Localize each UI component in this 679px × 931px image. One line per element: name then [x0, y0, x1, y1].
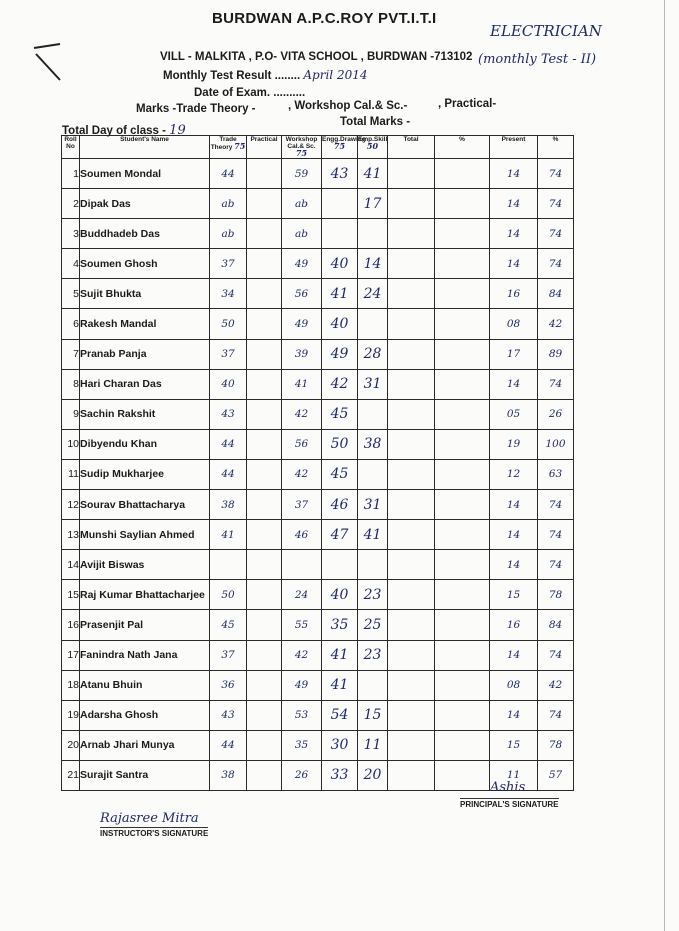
workshop-mark: 53	[282, 700, 322, 730]
practical-mark	[247, 159, 282, 189]
present-days: 05	[490, 399, 538, 429]
student-name: Hari Charan Das	[80, 369, 210, 399]
trade-theory-mark: 50	[210, 309, 247, 339]
engg-drawing-mark: 33	[322, 760, 358, 790]
attendance-percent: 74	[538, 490, 574, 520]
emp-skill-max: 50	[366, 141, 379, 151]
present-days: 14	[490, 550, 538, 580]
present-days: 17	[490, 339, 538, 369]
attendance-percent: 100	[538, 429, 574, 459]
present-days: 14	[490, 159, 538, 189]
total-mark	[388, 760, 435, 790]
trade-theory-mark: 44	[210, 159, 247, 189]
total-mark	[388, 730, 435, 760]
student-name: Sourav Bhattacharya	[80, 490, 210, 520]
marks-line-workshop: , Workshop Cal.& Sc.-	[288, 100, 408, 112]
percent-mark	[435, 369, 490, 399]
student-name: Adarsha Ghosh	[80, 700, 210, 730]
practical-mark	[247, 399, 282, 429]
percent-mark	[435, 429, 490, 459]
engg-drawing-mark: 35	[322, 610, 358, 640]
emp-skill-mark: 23	[358, 580, 388, 610]
practical-mark	[247, 490, 282, 520]
workshop-mark: 41	[282, 369, 322, 399]
trade-theory-mark: 41	[210, 520, 247, 550]
emp-skill-mark: 14	[358, 249, 388, 279]
student-name: Dipak Das	[80, 189, 210, 219]
roll-number: 21	[62, 760, 80, 790]
percent-mark	[435, 490, 490, 520]
workshop-mark: 49	[282, 670, 322, 700]
table-row	[62, 610, 574, 640]
present-days: 15	[490, 730, 538, 760]
total-mark	[388, 580, 435, 610]
workshop-mark: 56	[282, 429, 322, 459]
col-present: Present	[490, 136, 538, 159]
attendance-percent: 63	[538, 459, 574, 489]
practical-mark	[247, 339, 282, 369]
col-present-percent: %	[538, 136, 574, 159]
table-row	[62, 520, 574, 550]
roll-number: 9	[62, 399, 80, 429]
workshop-mark: 42	[282, 640, 322, 670]
roll-number: 2	[62, 189, 80, 219]
present-days: 16	[490, 279, 538, 309]
table-row	[62, 189, 574, 219]
practical-mark	[247, 760, 282, 790]
attendance-percent: 78	[538, 580, 574, 610]
col-engg-drawing: Engg.Drawing 75	[322, 136, 358, 159]
percent-mark	[435, 459, 490, 489]
emp-skill-mark: 31	[358, 369, 388, 399]
total-mark	[388, 249, 435, 279]
trade-theory-mark: 44	[210, 429, 247, 459]
workshop-mark: ab	[282, 189, 322, 219]
total-mark	[388, 369, 435, 399]
emp-skill-mark	[358, 670, 388, 700]
attendance-percent: 42	[538, 670, 574, 700]
trade-theory-mark: 37	[210, 640, 247, 670]
roll-number: 5	[62, 279, 80, 309]
percent-mark	[435, 399, 490, 429]
student-name: Arnab Jhari Munya	[80, 730, 210, 760]
present-days: 14	[490, 369, 538, 399]
workshop-mark: 56	[282, 279, 322, 309]
trade-theory-mark: 40	[210, 369, 247, 399]
monthly-result-value: April 2014	[303, 68, 368, 82]
table-row	[62, 339, 574, 369]
trade-theory-mark: ab	[210, 189, 247, 219]
workshop-mark: 55	[282, 610, 322, 640]
student-name: Rakesh Mandal	[80, 309, 210, 339]
instructor-signature: Rajasree Mitra	[100, 811, 199, 826]
present-days: 14	[490, 490, 538, 520]
practical-mark	[247, 369, 282, 399]
trade-theory-mark: 44	[210, 459, 247, 489]
trade-theory-mark: 34	[210, 279, 247, 309]
marks-table	[61, 135, 574, 791]
practical-mark	[247, 429, 282, 459]
col-trade-theory: Trade Theory 75	[210, 136, 247, 159]
present-days: 14	[490, 249, 538, 279]
roll-number: 14	[62, 550, 80, 580]
roll-number: 16	[62, 610, 80, 640]
total-marks-label: Total Marks -	[340, 116, 411, 128]
trade-theory-max: 75	[234, 141, 246, 151]
table-row	[62, 730, 574, 760]
col-percent: %	[435, 136, 490, 159]
roll-number: 20	[62, 730, 80, 760]
practical-mark	[247, 670, 282, 700]
trade-name: ELECTRICIAN	[490, 22, 602, 40]
student-name: Fanindra Nath Jana	[80, 640, 210, 670]
attendance-percent: 74	[538, 520, 574, 550]
col-total: Total	[388, 136, 435, 159]
table-row	[62, 550, 574, 580]
emp-skill-mark: 31	[358, 490, 388, 520]
total-mark	[388, 339, 435, 369]
workshop-mark: 46	[282, 520, 322, 550]
attendance-percent: 74	[538, 700, 574, 730]
table-row	[62, 459, 574, 489]
student-name: Surajit Santra	[80, 760, 210, 790]
practical-mark	[247, 700, 282, 730]
roll-number: 4	[62, 249, 80, 279]
attendance-percent: 74	[538, 249, 574, 279]
present-days: 08	[490, 670, 538, 700]
present-days: 08	[490, 309, 538, 339]
trade-theory-mark: ab	[210, 219, 247, 249]
student-name: Avijit Biswas	[80, 550, 210, 580]
workshop-mark	[282, 550, 322, 580]
workshop-mark: 42	[282, 399, 322, 429]
engg-drawing-mark: 49	[322, 339, 358, 369]
practical-mark	[247, 730, 282, 760]
table-row	[62, 309, 574, 339]
trade-theory-mark: 44	[210, 730, 247, 760]
total-mark	[388, 159, 435, 189]
total-days-label: Total Day of class -	[62, 125, 166, 137]
total-mark	[388, 610, 435, 640]
attendance-percent: 74	[538, 189, 574, 219]
trade-theory-mark: 43	[210, 399, 247, 429]
principal-signature: Ashis	[490, 780, 526, 795]
engg-drawing-mark: 40	[322, 309, 358, 339]
practical-mark	[247, 580, 282, 610]
attendance-percent: 84	[538, 610, 574, 640]
col-roll: Roll No	[62, 136, 80, 159]
workshop-mark: 35	[282, 730, 322, 760]
exam-date-line	[194, 87, 305, 99]
marks-line-theory: Marks -Trade Theory -	[136, 103, 256, 115]
present-days: 11	[490, 760, 538, 790]
emp-skill-mark	[358, 399, 388, 429]
percent-mark	[435, 730, 490, 760]
attendance-percent: 42	[538, 309, 574, 339]
percent-mark	[435, 309, 490, 339]
present-days: 14	[490, 219, 538, 249]
total-mark	[388, 640, 435, 670]
emp-skill-mark: 28	[358, 339, 388, 369]
total-days-value: 19	[169, 123, 186, 138]
student-name: Prasenjit Pal	[80, 610, 210, 640]
percent-mark	[435, 520, 490, 550]
engg-drawing-mark: 45	[322, 399, 358, 429]
engg-drawing-mark	[322, 189, 358, 219]
present-days: 14	[490, 520, 538, 550]
table-row	[62, 159, 574, 189]
workshop-mark: 39	[282, 339, 322, 369]
total-mark	[388, 670, 435, 700]
emp-skill-mark	[358, 459, 388, 489]
practical-mark	[247, 459, 282, 489]
institute-title: BURDWAN A.P.C.ROY PVT.I.T.I	[212, 10, 437, 27]
emp-skill-mark: 24	[358, 279, 388, 309]
student-name: Sujit Bhukta	[80, 279, 210, 309]
page-edge	[664, 0, 665, 931]
engg-drawing-mark: 30	[322, 730, 358, 760]
table-row	[62, 429, 574, 459]
total-mark	[388, 490, 435, 520]
emp-skill-mark: 15	[358, 700, 388, 730]
practical-mark	[247, 219, 282, 249]
present-days: 16	[490, 610, 538, 640]
test-name: (monthly Test - II)	[478, 52, 597, 67]
workshop-mark: 49	[282, 249, 322, 279]
student-name: Atanu Bhuin	[80, 670, 210, 700]
trade-theory-mark: 50	[210, 580, 247, 610]
table-row	[62, 369, 574, 399]
engg-drawing-mark: 50	[322, 429, 358, 459]
emp-skill-mark: 25	[358, 610, 388, 640]
student-name: Soumen Mondal	[80, 159, 210, 189]
engg-drawing-mark	[322, 219, 358, 249]
workshop-mark: 42	[282, 459, 322, 489]
engg-drawing-mark: 41	[322, 640, 358, 670]
emp-skill-mark: 23	[358, 640, 388, 670]
attendance-percent: 74	[538, 550, 574, 580]
table-body	[62, 159, 574, 791]
workshop-mark: 26	[282, 760, 322, 790]
emp-skill-mark: 41	[358, 520, 388, 550]
percent-mark	[435, 159, 490, 189]
engg-drawing-mark	[322, 550, 358, 580]
present-days: 19	[490, 429, 538, 459]
emp-skill-mark	[358, 309, 388, 339]
marks-line-practical: , Practical-	[438, 98, 497, 110]
roll-number: 10	[62, 429, 80, 459]
percent-mark	[435, 219, 490, 249]
practical-mark	[247, 610, 282, 640]
emp-skill-mark	[358, 550, 388, 580]
trade-theory-mark: 36	[210, 670, 247, 700]
engg-drawing-mark: 42	[322, 369, 358, 399]
trade-theory-mark: 37	[210, 249, 247, 279]
roll-number: 17	[62, 640, 80, 670]
present-days: 14	[490, 700, 538, 730]
total-mark	[388, 429, 435, 459]
present-days: 12	[490, 459, 538, 489]
engg-drawing-mark: 54	[322, 700, 358, 730]
engg-drawing-mark: 47	[322, 520, 358, 550]
total-mark	[388, 189, 435, 219]
engg-drawing-mark: 40	[322, 249, 358, 279]
emp-skill-mark: 38	[358, 429, 388, 459]
roll-number: 15	[62, 580, 80, 610]
emp-skill-mark	[358, 219, 388, 249]
roll-number: 7	[62, 339, 80, 369]
percent-mark	[435, 189, 490, 219]
total-mark	[388, 219, 435, 249]
monthly-result-label: Monthly Test Result ........	[163, 70, 301, 82]
percent-mark	[435, 249, 490, 279]
col-practical: Practical	[247, 136, 282, 159]
trade-theory-mark: 45	[210, 610, 247, 640]
present-days: 14	[490, 640, 538, 670]
present-days: 15	[490, 580, 538, 610]
workshop-max: 75	[295, 148, 308, 158]
practical-mark	[247, 520, 282, 550]
emp-skill-mark: 17	[358, 189, 388, 219]
table-row	[62, 700, 574, 730]
roll-number: 11	[62, 459, 80, 489]
engg-drawing-mark: 41	[322, 279, 358, 309]
attendance-percent: 74	[538, 640, 574, 670]
student-name: Buddhadeb Das	[80, 219, 210, 249]
attendance-percent: 57	[538, 760, 574, 790]
emp-skill-mark: 20	[358, 760, 388, 790]
engg-drawing-mark: 43	[322, 159, 358, 189]
workshop-mark: 24	[282, 580, 322, 610]
engg-drawing-mark: 40	[322, 580, 358, 610]
institute-address: VILL - MALKITA , P.O- VITA SCHOOL , BURDWAN -713102	[160, 51, 473, 63]
practical-mark	[247, 550, 282, 580]
instructor-signature-block	[100, 811, 208, 838]
student-name: Soumen Ghosh	[80, 249, 210, 279]
table-row	[62, 670, 574, 700]
percent-mark	[435, 279, 490, 309]
table-row	[62, 399, 574, 429]
principal-signature-block	[460, 780, 559, 809]
workshop-mark: 49	[282, 309, 322, 339]
engg-drawing-mark: 45	[322, 459, 358, 489]
emp-skill-mark: 41	[358, 159, 388, 189]
engg-drawing-max: 75	[333, 141, 346, 151]
exam-date-label: Date of Exam. ..........	[194, 87, 306, 99]
trade-theory-mark: 37	[210, 339, 247, 369]
roll-number: 6	[62, 309, 80, 339]
emp-skill-mark: 11	[358, 730, 388, 760]
trade-theory-mark: 38	[210, 490, 247, 520]
percent-mark	[435, 339, 490, 369]
student-name: Sudip Mukharjee	[80, 459, 210, 489]
col-emp-skill: Emp.Skill 50	[358, 136, 388, 159]
roll-number: 19	[62, 700, 80, 730]
student-name: Sachin Rakshit	[80, 399, 210, 429]
workshop-mark: 37	[282, 490, 322, 520]
roll-number: 1	[62, 159, 80, 189]
practical-mark	[247, 279, 282, 309]
practical-mark	[247, 189, 282, 219]
attendance-percent: 89	[538, 339, 574, 369]
workshop-mark: ab	[282, 219, 322, 249]
attendance-percent: 74	[538, 369, 574, 399]
student-name: Pranab Panja	[80, 339, 210, 369]
total-mark	[388, 309, 435, 339]
percent-mark	[435, 580, 490, 610]
trade-theory-mark: 43	[210, 700, 247, 730]
roll-number: 18	[62, 670, 80, 700]
percent-mark	[435, 550, 490, 580]
arrow-mark-icon	[30, 40, 70, 85]
total-mark	[388, 459, 435, 489]
table-row	[62, 640, 574, 670]
roll-number: 13	[62, 520, 80, 550]
trade-theory-mark	[210, 550, 247, 580]
principal-signature-label: PRINCIPAL'S SIGNATURE	[460, 800, 559, 809]
practical-mark	[247, 309, 282, 339]
table-row	[62, 279, 574, 309]
table-row	[62, 490, 574, 520]
table-row	[62, 580, 574, 610]
engg-drawing-mark: 41	[322, 670, 358, 700]
student-name: Raj Kumar Bhattacharjee	[80, 580, 210, 610]
table-row	[62, 249, 574, 279]
table-header-row	[62, 136, 574, 159]
attendance-percent: 74	[538, 219, 574, 249]
percent-mark	[435, 670, 490, 700]
percent-mark	[435, 700, 490, 730]
practical-mark	[247, 249, 282, 279]
attendance-percent: 26	[538, 399, 574, 429]
col-name: Student's Name	[80, 136, 210, 159]
monthly-result-line	[163, 68, 368, 82]
percent-mark	[435, 610, 490, 640]
attendance-percent: 84	[538, 279, 574, 309]
practical-mark	[247, 640, 282, 670]
roll-number: 8	[62, 369, 80, 399]
total-mark	[388, 550, 435, 580]
attendance-percent: 74	[538, 159, 574, 189]
instructor-signature-label: INSTRUCTOR'S SIGNATURE	[100, 829, 209, 838]
workshop-mark: 59	[282, 159, 322, 189]
col-workshop: Workshop Cal.& Sc. 75	[282, 136, 322, 159]
table-row	[62, 219, 574, 249]
total-mark	[388, 700, 435, 730]
student-name: Munshi Saylian Ahmed	[80, 520, 210, 550]
total-mark	[388, 520, 435, 550]
present-days: 14	[490, 189, 538, 219]
engg-drawing-mark: 46	[322, 490, 358, 520]
attendance-percent: 78	[538, 730, 574, 760]
total-mark	[388, 399, 435, 429]
trade-theory-mark: 38	[210, 760, 247, 790]
roll-number: 12	[62, 490, 80, 520]
total-mark	[388, 279, 435, 309]
percent-mark	[435, 640, 490, 670]
student-name: Dibyendu Khan	[80, 429, 210, 459]
roll-number: 3	[62, 219, 80, 249]
